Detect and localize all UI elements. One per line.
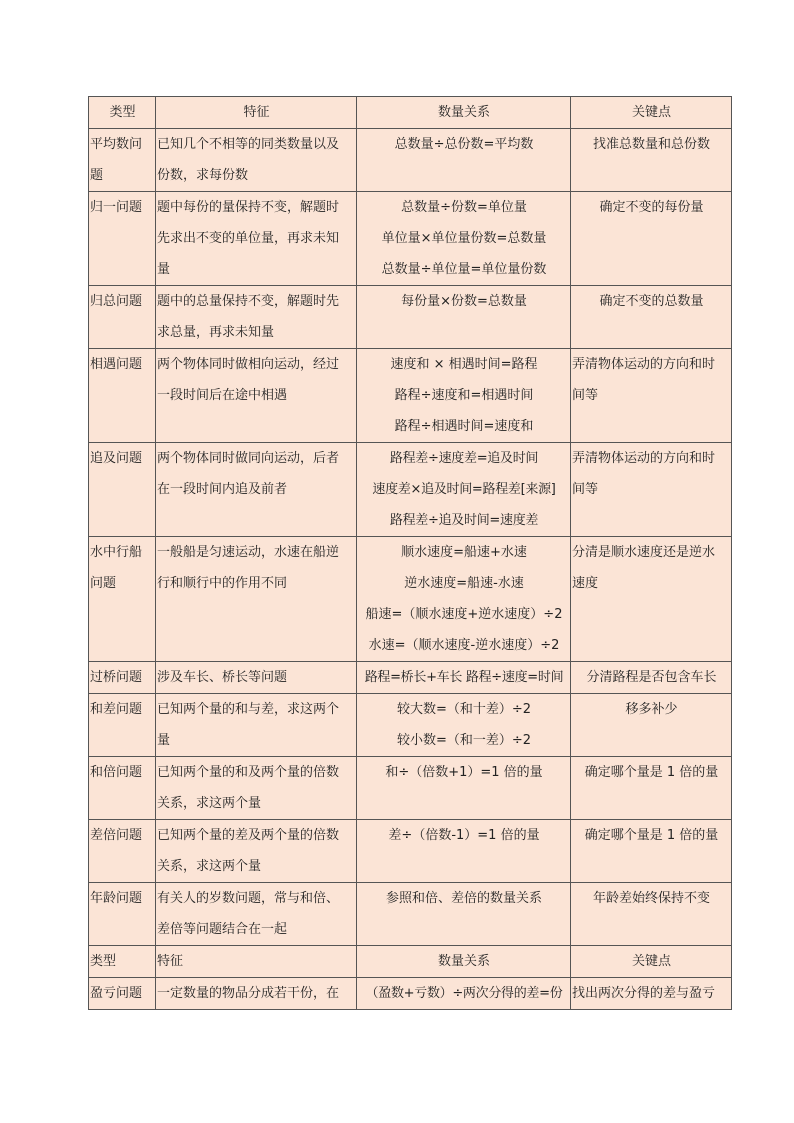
key-point-cell: [571, 820, 732, 883]
feature-cell-line: 关系，求这两个量: [157, 859, 262, 874]
type-cell-line: 题: [90, 168, 104, 183]
feature-cell: [156, 349, 357, 443]
table-row: [89, 662, 732, 694]
type-cell: [89, 192, 156, 286]
header-type: 类型: [89, 97, 156, 129]
key-point-cell-line: 确定不变的每份量: [599, 200, 704, 215]
feature-cell: [156, 192, 357, 286]
header2-type: 类型: [89, 946, 156, 978]
relation-cell-line: （盈数+亏数）÷两次分得的差=份: [365, 986, 563, 1001]
type-cell: [89, 883, 156, 946]
type-cell: [89, 694, 156, 757]
feature-cell-line: 一段时间后在途中相遇: [157, 388, 288, 403]
feature-cell: [156, 757, 357, 820]
relation-cell: [357, 820, 571, 883]
key-point-cell-line: 确定哪个量是 1 倍的量: [584, 828, 719, 843]
feature-cell: [156, 129, 357, 192]
key-point-cell: [571, 349, 732, 443]
key-point-cell: [571, 662, 732, 694]
table-row: [89, 978, 732, 1010]
feature-cell: [156, 443, 357, 537]
key-point-cell-line: 分清是顺水速度还是逆水: [572, 545, 716, 560]
feature-cell-line: 涉及车长、桥长等问题: [157, 670, 288, 685]
relation-cell-line: 参照和倍、差倍的数量关系: [385, 891, 542, 906]
type-cell: [89, 820, 156, 883]
relation-cell: [357, 978, 571, 1010]
relation-cell-line: 路程差÷追及时间=速度差: [389, 513, 539, 528]
header-row: [89, 97, 732, 129]
key-point-cell: [571, 192, 732, 286]
relation-cell-line: 差÷（倍数-1）=1 倍的量: [388, 828, 540, 843]
key-point-cell: [571, 129, 732, 192]
feature-cell-line: 一般船是匀速运动，水速在船逆: [157, 545, 340, 560]
feature-cell-line: 份数，求每份数: [157, 168, 249, 183]
feature-cell: [156, 978, 357, 1010]
relation-cell-line: 路程差÷速度差=追及时间: [389, 451, 539, 466]
key-point-cell: [571, 443, 732, 537]
relation-cell: [357, 349, 571, 443]
key-point-cell-line: 移多补少: [625, 702, 678, 717]
type-cell-line: 水中行船: [90, 545, 143, 560]
relation-cell: [357, 537, 571, 662]
table-row: [89, 883, 732, 946]
header2-feature: 特征: [156, 946, 357, 978]
feature-cell: [156, 820, 357, 883]
type-cell-line: 平均数问: [90, 137, 143, 152]
header-relation: 数量关系: [357, 97, 571, 129]
relation-cell-line: 路程÷速度和=相遇时间: [394, 388, 534, 403]
feature-cell: [156, 694, 357, 757]
table-row: [89, 129, 732, 192]
header-row-repeat: [89, 946, 732, 978]
relation-cell-line: 路程÷相遇时间=速度和: [394, 419, 534, 434]
relation-cell-line: 船速=（顺水速度+逆水速度）÷2: [365, 607, 563, 622]
feature-cell-line: 求总量，再求未知量: [157, 325, 275, 340]
key-point-cell: [571, 537, 732, 662]
key-point-cell-line: 确定哪个量是 1 倍的量: [584, 765, 719, 780]
relation-cell-line: 路程=桥长+车长 路程÷速度=时间: [364, 670, 564, 685]
table-row: [89, 192, 732, 286]
relation-cell-line: 单位量×单位量份数=总数量: [381, 231, 547, 246]
type-cell-line: 归一问题: [90, 200, 143, 215]
feature-cell-line: 量: [157, 733, 171, 748]
relation-cell: [357, 883, 571, 946]
feature-cell: [156, 537, 357, 662]
relation-cell-line: 较小数=（和一差）÷2: [396, 733, 532, 748]
type-cell-line: 问题: [90, 576, 117, 591]
document-sheet: [88, 96, 732, 1010]
key-point-cell-line: 间等: [572, 388, 599, 403]
header2-relation: 数量关系: [357, 946, 571, 978]
feature-cell-line: 题中的总量保持不变，解题时先: [157, 294, 340, 309]
relation-cell: [357, 129, 571, 192]
relation-cell-line: 速度和 × 相遇时间=路程: [390, 357, 538, 372]
type-cell-line: 差倍问题: [90, 828, 143, 843]
relation-cell-line: 逆水速度=船速-水速: [404, 576, 524, 591]
type-cell: [89, 537, 156, 662]
type-cell: [89, 286, 156, 349]
key-point-cell-line: 找出两次分得的差与盈亏: [572, 986, 716, 1001]
type-cell: [89, 978, 156, 1010]
feature-cell-line: 关系，求这两个量: [157, 796, 262, 811]
feature-cell-line: 在一段时间内追及前者: [157, 482, 288, 497]
feature-cell-line: 已知两个量的和与差，求这两个: [157, 702, 340, 717]
type-cell-line: 追及问题: [90, 451, 143, 466]
type-cell-line: 盈亏问题: [90, 986, 143, 1001]
feature-cell-line: 题中每份的量保持不变，解题时: [157, 200, 340, 215]
feature-cell: [156, 883, 357, 946]
type-cell: [89, 757, 156, 820]
key-point-cell: [571, 286, 732, 349]
header2-key: 关键点: [571, 946, 732, 978]
key-point-cell: [571, 978, 732, 1010]
feature-cell-line: 两个物体同时做同向运动，后者: [157, 451, 340, 466]
type-cell: [89, 129, 156, 192]
key-point-cell-line: 找准总数量和总份数: [592, 137, 710, 152]
relation-cell-line: 总数量÷单位量=单位量份数: [381, 262, 547, 277]
key-point-cell: [571, 883, 732, 946]
relation-cell: [357, 443, 571, 537]
feature-cell-line: 已知两个量的和及两个量的倍数: [157, 765, 340, 780]
relation-cell: [357, 286, 571, 349]
feature-cell-line: 先求出不变的单位量，再求未知: [157, 231, 340, 246]
relation-cell-line: 水速=（顺水速度-逆水速度）÷2: [368, 638, 560, 653]
feature-cell-line: 行和顺行中的作用不同: [157, 576, 288, 591]
word-problem-types-table: [88, 96, 732, 1010]
relation-cell-line: 较大数=（和十差）÷2: [396, 702, 532, 717]
key-point-cell-line: 间等: [572, 482, 599, 497]
header-key: 关键点: [571, 97, 732, 129]
type-cell: [89, 443, 156, 537]
key-point-cell-line: 年龄差始终保持不变: [592, 891, 710, 906]
relation-cell-line: 和÷（倍数+1）=1 倍的量: [385, 765, 543, 780]
relation-cell-line: 顺水速度=船速+水速: [401, 545, 527, 560]
type-cell-line: 相遇问题: [90, 357, 143, 372]
key-point-cell: [571, 694, 732, 757]
feature-cell-line: 有关人的岁数问题，常与和倍、: [157, 891, 340, 906]
relation-cell-line: 速度差×追及时间=路程差[来源]: [372, 482, 556, 497]
table-row: [89, 694, 732, 757]
type-cell: [89, 349, 156, 443]
table-row: [89, 757, 732, 820]
relation-cell: [357, 757, 571, 820]
table-row: [89, 286, 732, 349]
relation-cell: [357, 662, 571, 694]
table-row: [89, 537, 732, 662]
feature-cell-line: 已知几个不相等的同类数量以及: [157, 137, 340, 152]
feature-cell-line: 已知两个量的差及两个量的倍数: [157, 828, 340, 843]
table-row: [89, 349, 732, 443]
table-row: [89, 443, 732, 537]
type-cell-line: 过桥问题: [90, 670, 143, 685]
key-point-cell-line: 速度: [572, 576, 599, 591]
type-cell-line: 归总问题: [90, 294, 143, 309]
feature-cell: [156, 286, 357, 349]
table-row: [89, 820, 732, 883]
feature-cell: [156, 662, 357, 694]
type-cell-line: 年龄问题: [90, 891, 143, 906]
feature-cell-line: 一定数量的物品分成若干份，在: [157, 986, 340, 1001]
key-point-cell-line: 确定不变的总数量: [599, 294, 704, 309]
relation-cell-line: 总数量÷总份数=平均数: [394, 137, 534, 152]
key-point-cell-line: 分清路程是否包含车长: [586, 670, 717, 685]
feature-cell-line: 差倍等问题结合在一起: [157, 922, 288, 937]
relation-cell: [357, 694, 571, 757]
key-point-cell-line: 弄清物体运动的方向和时: [572, 451, 716, 466]
key-point-cell: [571, 757, 732, 820]
type-cell-line: 和倍问题: [90, 765, 143, 780]
key-point-cell-line: 弄清物体运动的方向和时: [572, 357, 716, 372]
relation-cell: [357, 192, 571, 286]
relation-cell-line: 总数量÷份数=单位量: [401, 200, 527, 215]
type-cell: [89, 662, 156, 694]
relation-cell-line: 每份量×份数=总数量: [401, 294, 527, 309]
feature-cell-line: 两个物体同时做相向运动，经过: [157, 357, 340, 372]
header-feature: 特征: [156, 97, 357, 129]
feature-cell-line: 量: [157, 262, 171, 277]
type-cell-line: 和差问题: [90, 702, 143, 717]
